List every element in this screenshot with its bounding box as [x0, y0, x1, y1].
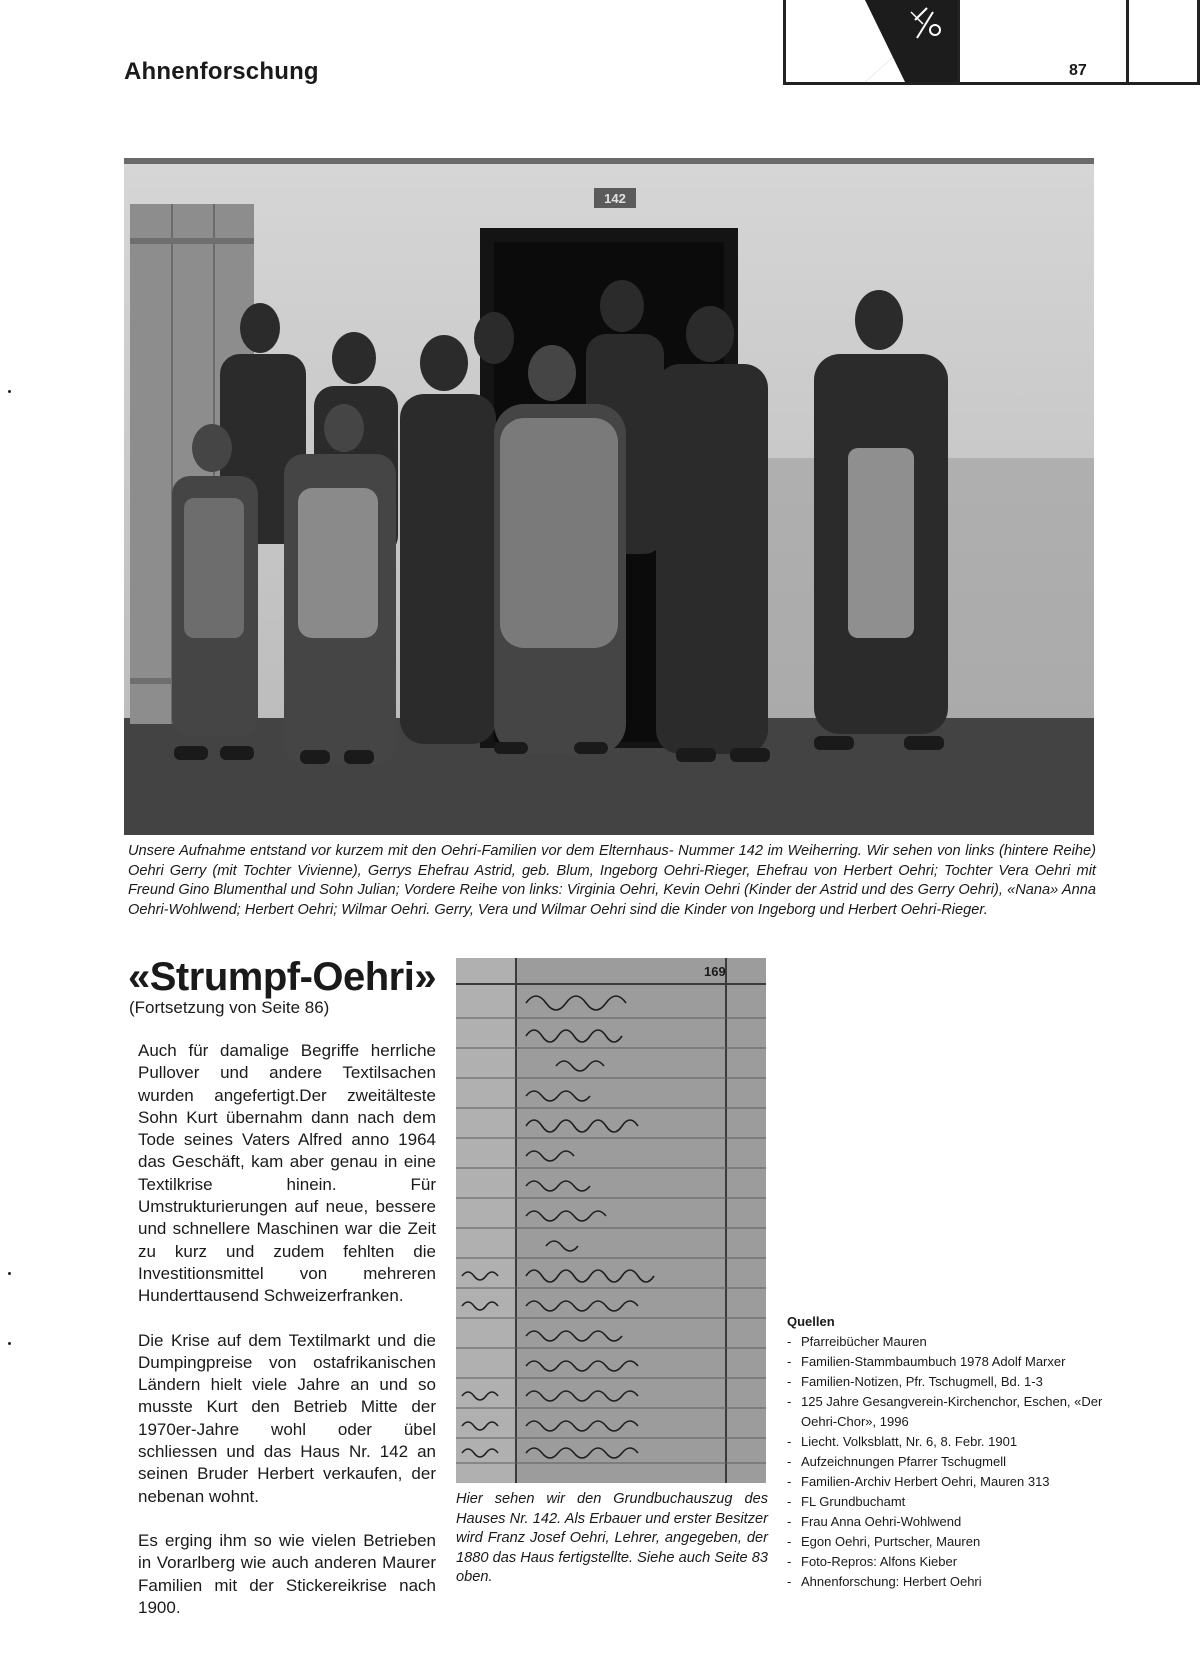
source-item: - Ahnenforschung: Herbert Oehri — [787, 1572, 1117, 1592]
land-register-illustration — [456, 958, 766, 1483]
corner-tab-box — [783, 0, 1200, 85]
source-item: - Foto-Repros: Alfons Kieber — [787, 1552, 1117, 1572]
margin-dot — [8, 390, 11, 393]
family-photo — [124, 158, 1094, 835]
sources-list — [787, 1312, 1117, 1592]
sources-title: Quellen — [787, 1314, 835, 1329]
document-page-mark: 169 — [704, 964, 726, 979]
source-item: - Frau Anna Oehri-Wohlwend — [787, 1512, 1117, 1532]
source-item: - Familien-Archiv Herbert Oehri, Mauren 313 — [787, 1472, 1117, 1492]
source-item: - Aufzeichnungen Pfarrer Tschugmell — [787, 1452, 1117, 1472]
article-body — [138, 1040, 436, 1641]
article-paragraph: Die Krise auf dem Textilmarkt und die Dumpingpreise von ostafrikanischen Ländern hielt viele Jahre an und so musste Kurt den Betrieb Mitte der 1970er-Jahre wohl oder übel schliessen und das Haus Nr. 142 an seinen Bruder Herbert verkaufen, der nebenan wohnt. — [138, 1330, 436, 1506]
house-number-plate: 142 — [604, 191, 626, 206]
source-item: - Liecht. Volksblatt, Nr. 6, 8. Febr. 1901 — [787, 1432, 1117, 1452]
land-register-image — [456, 958, 766, 1483]
section-title: Ahnenforschung — [124, 58, 319, 85]
photo-caption: Unsere Aufnahme entstand vor kurzem mit den Oehri-Familien vor dem Elternhaus- Nummer 142 im Weiherring. Wir sehen von links (hintere Reihe) Oehri Gerry (mit Tochter Vivienne), Gerrys Ehefrau Astrid, geb. Blum, Ingeborg Oehri-Rieger, Ehefrau von Herbert Oehri; Tochter Vera Oehri mit Freund Gino Blumenthal und Sohn Julian; Vordere Reihe von links: Virginia Oehri, Kevin Oehri (Kinder der Astrid und des Gerry Oehri), «Nana» Anna Oehri-Wohlwend; Herbert Oehri; Wilmar Oehri. Gerry, Vera und Wilmar Oehri sind die Kinder von Ingeborg und Herbert Oehri-Rieger. — [128, 843, 1096, 918]
family-photo-illustration — [124, 158, 1094, 835]
margin-dot — [8, 1272, 11, 1275]
source-item: - 125 Jahre Gesangverein-Kirchenchor, Eschen, «Der Oehri-Chor», 1996 — [787, 1392, 1117, 1432]
margin-dot — [8, 1342, 11, 1345]
source-item: - FL Grundbuchamt — [787, 1492, 1117, 1512]
article-paragraph: Es erging ihm so wie vielen Betrieben in Vorarlberg wie auch anderen Maurer Familien mit der Stickereikrise nach 1900. — [138, 1530, 436, 1617]
source-item: - Pfarreibücher Mauren — [787, 1332, 1117, 1352]
source-item: - Egon Oehri, Purtscher, Mauren — [787, 1532, 1117, 1552]
page-number: 87 — [1069, 62, 1087, 79]
emblem-icon — [865, 0, 957, 82]
article-subheadline: (Fortsetzung von Seite 86) — [129, 998, 330, 1017]
source-item: - Familien-Notizen, Pfr. Tschugmell, Bd. 1-3 — [787, 1372, 1117, 1392]
source-item: - Familien-Stammbaumbuch 1978 Adolf Marxer — [787, 1352, 1117, 1372]
article-paragraph: Auch für damalige Begriffe herrliche Pullover und andere Textilsachen wurden angefertigt.Der zweitälteste Sohn Kurt übernahm dann nach dem Tode seines Vaters Alfred anno 1964 das Geschäft, kam aber genau in eine Textilkrise hinein. Für Umstrukturierungen auf neue, bessere und schnellere Maschinen war die Zeit zu kurz und zudem fehlten die Investitionsmittel von mehreren Hunderttausend Schweizerfranken. — [138, 1041, 436, 1306]
article-headline: «Strumpf-Oehri» — [128, 955, 437, 999]
document-caption: Hier sehen wir den Grundbuchauszug des Hauses Nr. 142. Als Erbauer und erster Besitzer wird Franz Josef Oehri, Lehrer, angegeben, der 1880 das Haus fertigstellte. Siehe auch Seite 83 oben. — [456, 1491, 768, 1585]
